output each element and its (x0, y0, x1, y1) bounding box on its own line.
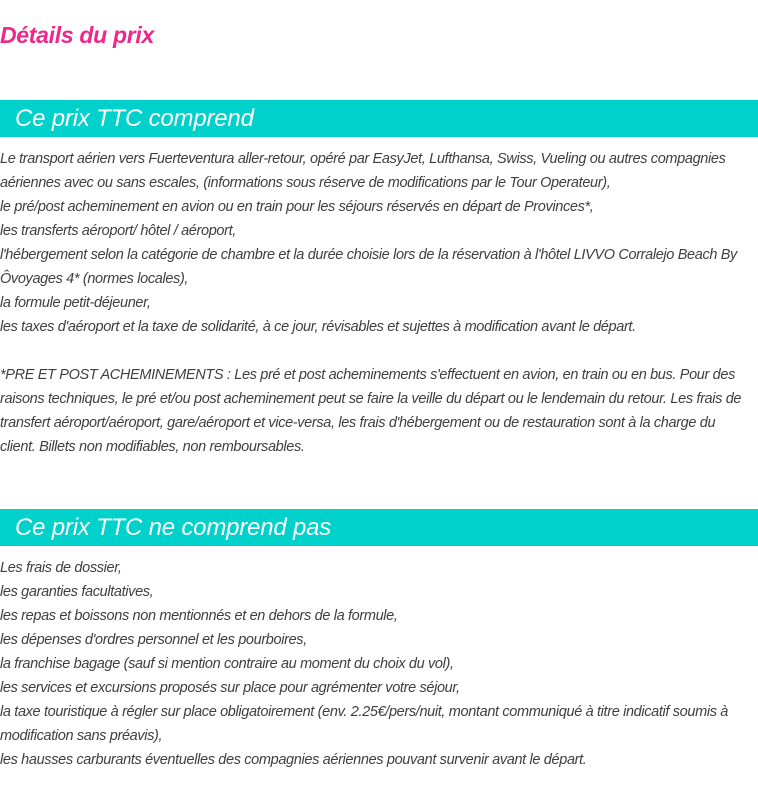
page-title: Détails du prix (0, 22, 154, 48)
included-item: les transferts aéroport/ hôtel / aéroport, (0, 223, 236, 239)
excluded-item: Les frais de dossier, (0, 560, 122, 576)
included-heading: Ce prix TTC comprend (15, 105, 254, 132)
included-note: *PRE ET POST ACHEMINEMENTS : Les pré et post acheminements s'effectuent en avion, en train ou en bus. Pour des raisons techniques, le pré et/ou post acheminement peut se faire la veille du départ ou le lendemain du retour. Les frais de transfert aéroport/aéroport, gare/aéroport et vice-versa, les frais d'hébergement ou de restauration sont à la charge du client. Billets non modifiables, non remboursables. (0, 367, 742, 455)
excluded-heading: Ce prix TTC ne comprend pas (15, 514, 332, 541)
included-list (0, 147, 752, 459)
included-item: Le transport aérien vers Fuerteventura aller-retour, opéré par EasyJet, Lufthansa, Swiss, Vueling ou autres compagnies aériennes avec ou sans escales, (informations sous réserve de modifications par le Tour Operateur), (0, 151, 726, 191)
included-item: l'hébergement selon la catégorie de chambre et la durée choisie lors de la réservation à l'hôtel LIVVO Corralejo Beach By Ôvoyages 4* (normes locales), (0, 247, 737, 287)
excluded-item: les repas et boissons non mentionnés et en dehors de la formule, (0, 608, 398, 624)
excluded-item: les hausses carburants éventuelles des compagnies aériennes pouvant survenir avant le départ. (0, 752, 587, 768)
excluded-item: les dépenses d'ordres personnel et les pourboires, (0, 632, 307, 648)
excluded-item: les garanties facultatives, (0, 584, 154, 600)
excluded-item: la franchise bagage (sauf si mention contraire au moment du choix du vol), (0, 656, 454, 672)
included-item: les taxes d'aéroport et la taxe de solidarité, à ce jour, révisables et sujettes à modification avant le départ. (0, 319, 636, 335)
excluded-list (0, 556, 752, 772)
included-section-header (0, 100, 758, 137)
spacer (0, 339, 752, 363)
excluded-item: la taxe touristique à régler sur place obligatoirement (env. 2.25€/pers/nuit, montant communiqué à titre indicatif soumis à modification sans préavis), (0, 704, 728, 744)
included-item: la formule petit-déjeuner, (0, 295, 151, 311)
excluded-item: les services et excursions proposés sur place pour agrémenter votre séjour, (0, 680, 460, 696)
included-item: le pré/post acheminement en avion ou en train pour les séjours réservés en départ de Provinces*, (0, 199, 594, 215)
excluded-section-header (0, 509, 758, 546)
